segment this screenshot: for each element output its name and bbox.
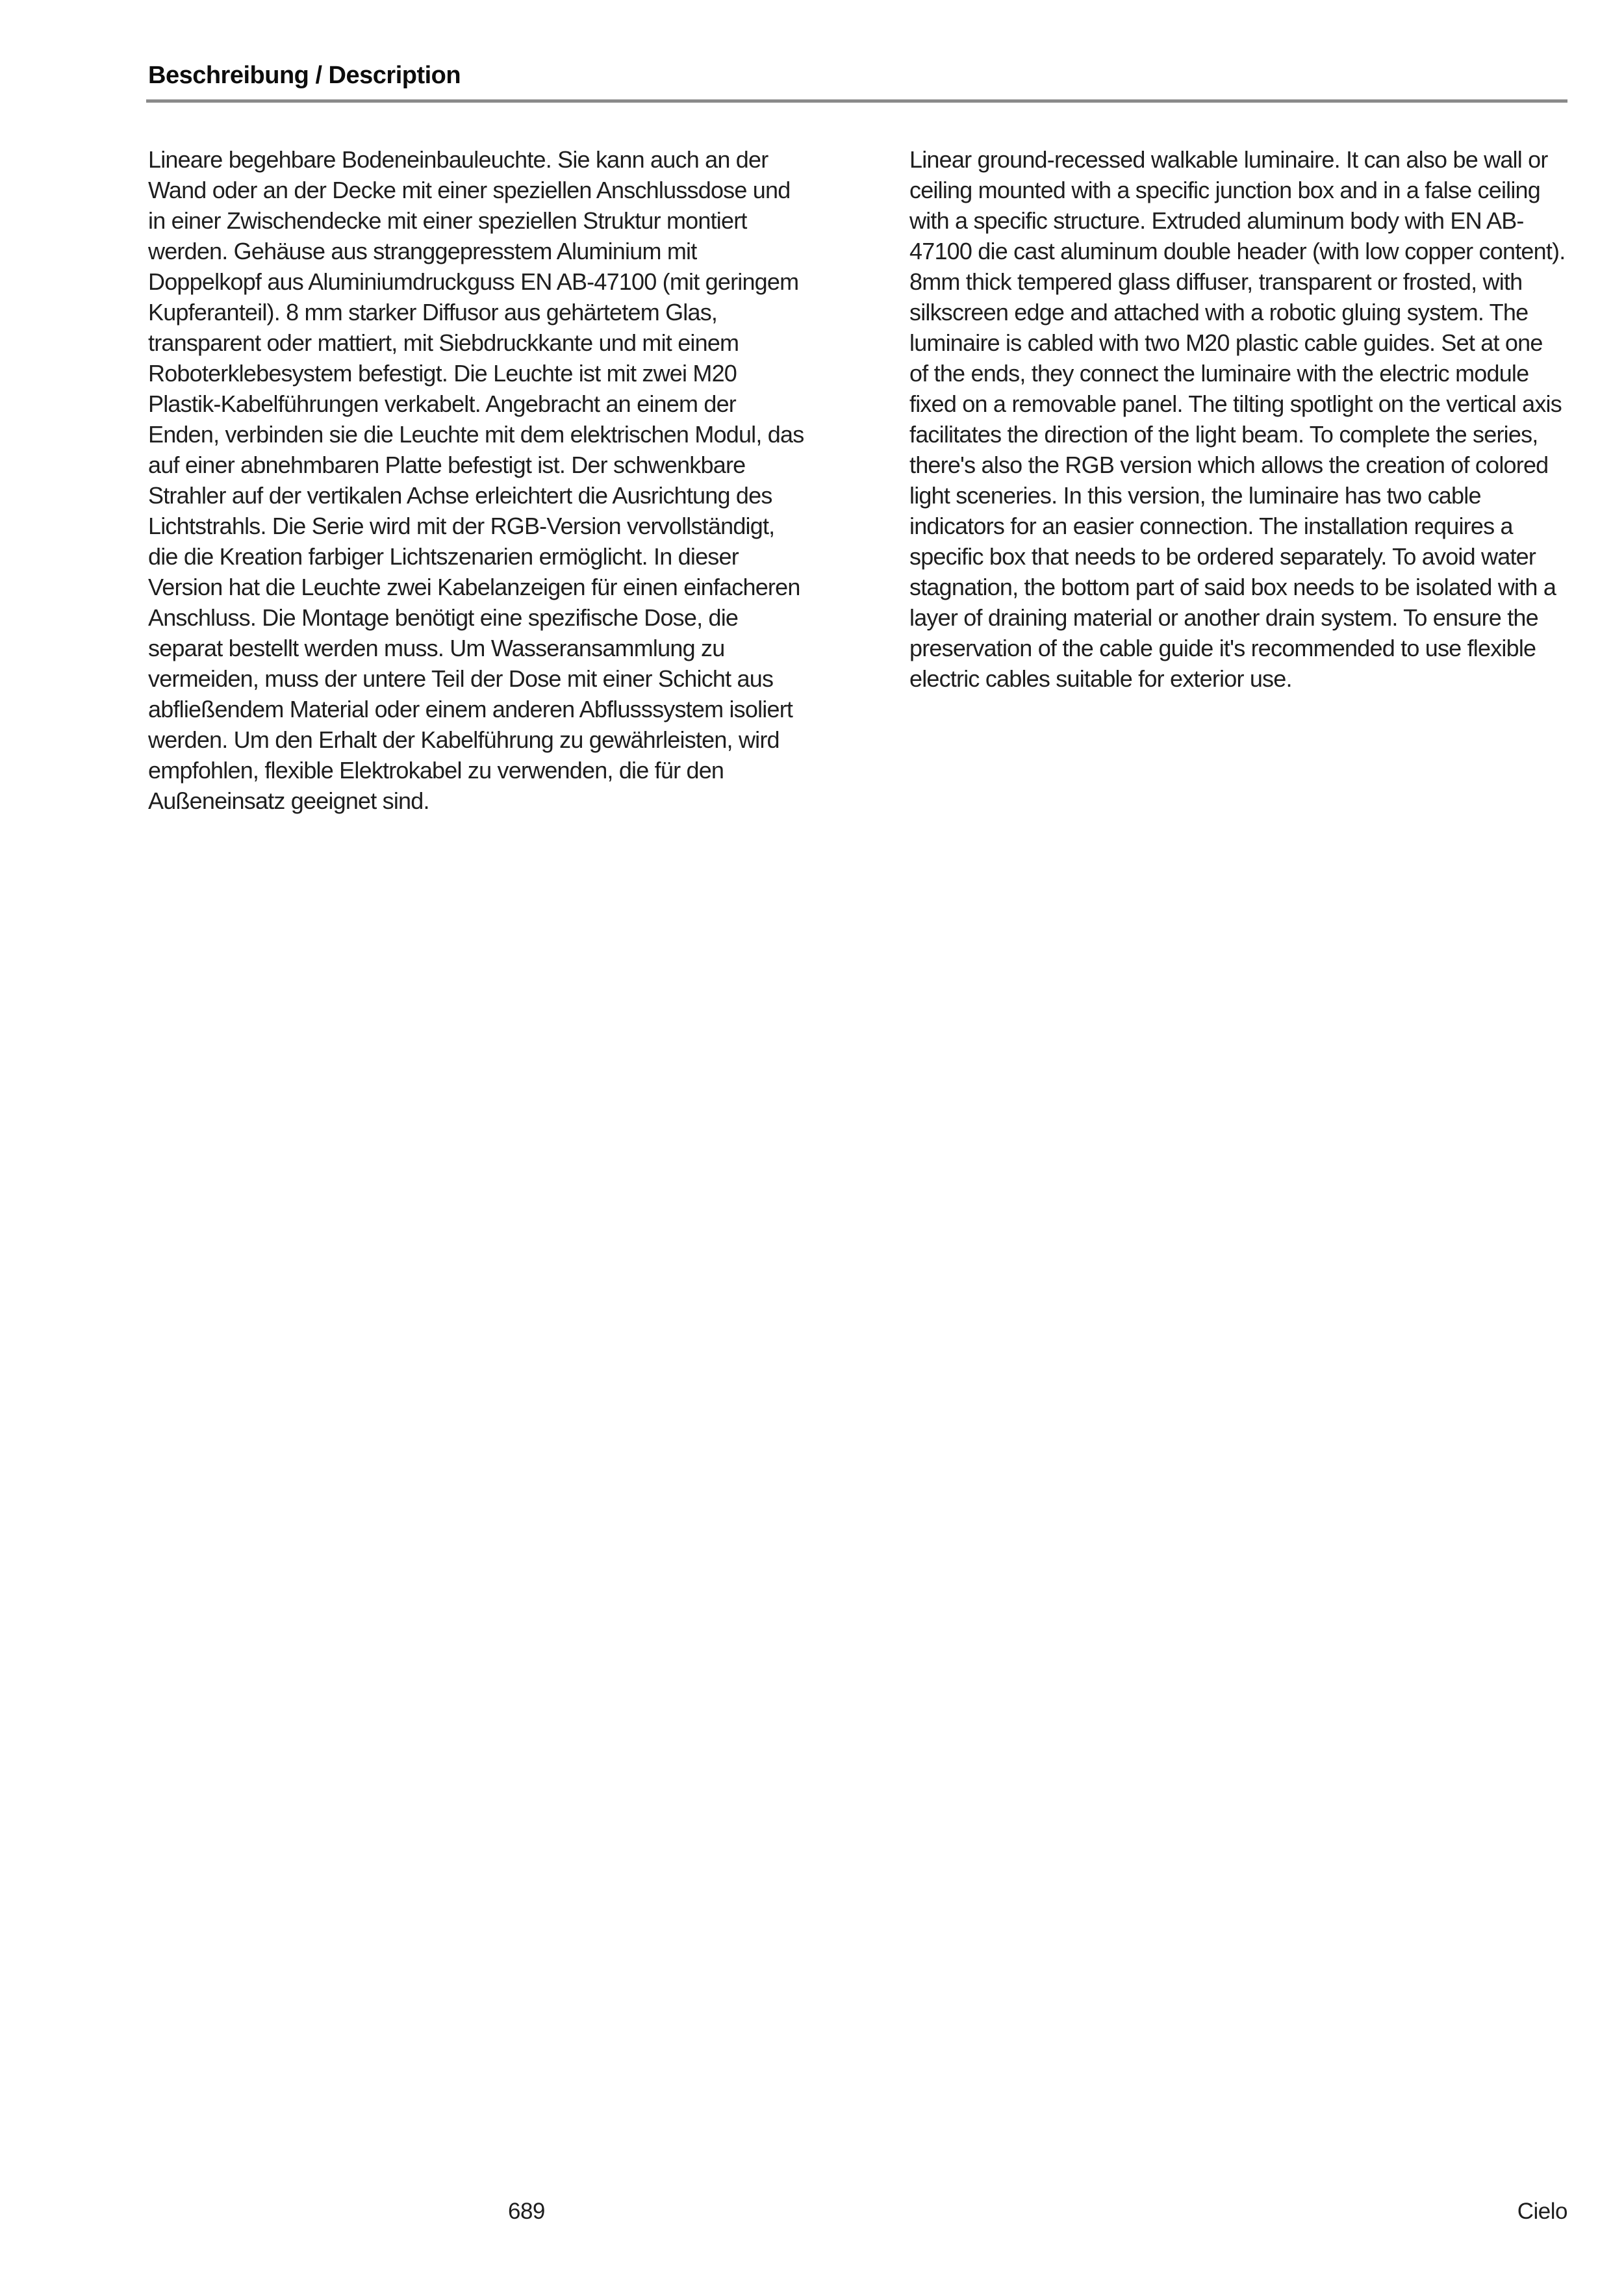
description-english: Linear ground-recessed walkable luminaire. It can also be wall or ceiling mounted with a specific junction box and in a false ceiling with a specific structure. Extruded aluminum body with EN AB-47100 die cast aluminum double header (with low copper content). 8mm thick tempered glass diffuser, transparent or frosted, with silkscreen edge and attached with a robotic gluing system. The luminaire is cabled with two M20 plastic cable guides. Set at one of the ends, they connect the luminaire with the electric module fixed on a removable panel. The tilting spotlight on the vertical axis facilitates the direction of the light beam. To complete the series, there's also the RGB version which allows the creation of colored light sceneries. In this version, the luminaire has two cable indicators for an easier connection. The installation requires a specific box that needs to be ordered separately. To avoid water stagnation, the bottom part of said box needs to be isolated with a layer of draining material or another drain system. To ensure the preservation of the cable guide it's recommended to use flexible electric cables suitable for exterior use. — [909, 146, 1566, 692]
section-divider — [146, 99, 1567, 103]
description-german: Lineare begehbare Bodeneinbauleuchte. Sie kann auch an der Wand oder an der Decke mit einer speziellen Anschlussdose und in einer Zwischendecke mit einer speziellen Struktur montiert werden. Gehäuse aus stranggepresstem Aluminium mit Doppelkopf aus Aluminiumdruckguss EN AB-47100 (mit geringem Kupferanteil). 8 mm starker Diffusor aus gehärtetem Glas, transparent oder mattiert, mit Siebdruckkante und mit einem Roboterklebesystem befestigt. Die Leuchte ist mit zwei M20 Plastik-Kabelführungen verkabelt. Angebracht an einem der Enden, verbinden sie die Leuchte mit dem elektrischen Modul, das auf einer abnehmbaren Platte befestigt ist. Der schwenkbare Strahler auf der vertikalen Achse erleichtert die Ausrichtung des Lichtstrahls. Die Serie wird mit der RGB-Version vervollständigt, die die Kreation farbiger Lichtszenarien ermöglicht. In dieser Version hat die Leuchte zwei Kabelanzeigen für einen einfacheren Anschluss. Die Montage benötigt eine spezifische Dose, die separat bestellt werden muss. Um Wasseransammlung zu vermeiden, muss der untere Teil der Dose mit einer Schicht aus abfließendem Material oder einem anderen Abflusssystem isoliert werden. Um den Erhalt der Kabelführung zu gewährleisten, wird empfohlen, flexible Elektrokabel zu verwenden, die für den Außeneinsatz geeignet sind. — [148, 146, 804, 814]
description-columns — [148, 121, 1567, 839]
product-name: Cielo — [1517, 2199, 1567, 2224]
page-number: 689 — [508, 2199, 545, 2224]
page-title: Beschreibung / Description — [148, 62, 461, 90]
